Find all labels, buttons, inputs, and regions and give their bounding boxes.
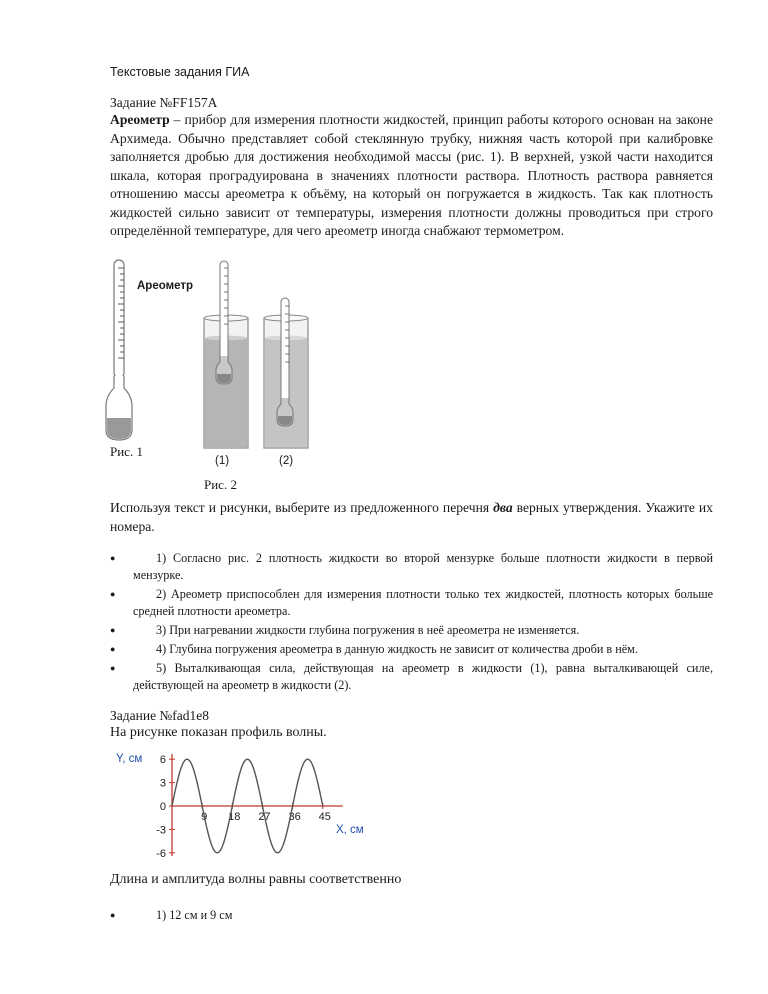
bullet-icon: ● (110, 663, 116, 673)
hydrometer-stem (114, 260, 124, 378)
x-tick-label: 18 (228, 811, 241, 823)
task1-number: Задание №FF157A (110, 95, 218, 110)
wave-chart (110, 748, 370, 863)
option-item[interactable] (110, 622, 713, 639)
task2-intro: На рисунке показан профиль волны. (110, 725, 327, 740)
option-text: 1) 12 см и 9 см (156, 908, 233, 922)
option-text: 4) Глубина погружения ареометра в данную жидкость не зависит от количества дроби в нём. (156, 642, 638, 656)
option-item[interactable] (110, 660, 713, 694)
figure-2-cylinders (198, 258, 320, 450)
figure-2-sub-2: (2) (279, 455, 294, 467)
bullet-icon: ● (110, 553, 116, 563)
instruction-text-2: верных утверждения. Укажите их номера. (110, 500, 713, 534)
option-text: 3) При нагревании жидкости глубина погружения в неё ареометра не изменяется. (156, 623, 580, 637)
option-text: 5) Выталкивающая сила, действующая на ареометр в жидкости (1), равна выталкивающей силе, действующей на ареометр в жидкости (2). (133, 661, 713, 692)
task2-options (110, 907, 713, 926)
y-tick-label: -3 (156, 824, 166, 837)
bullet-icon: ● (110, 910, 116, 920)
instruction-text: Используя текст и рисунки, выберите из предложенного перечня (110, 500, 494, 515)
x-tick-label: 9 (201, 811, 208, 823)
figure-1-caption: Рис. 1 (110, 444, 143, 459)
figure-2-sub-1: (1) (215, 455, 230, 467)
x-tick-label: 36 (288, 811, 301, 823)
y-tick-label: -6 (156, 847, 166, 860)
task1-body: – прибор для измерения плотности жидкостей, принцип работы которого основан на законе Архимеда. Обычно представляет собой стеклянную трубку, нижняя часть которой при калибровке заполняется дробью для достижения необходимой массы (рис. 1). В верхней, узкой части находится шкала, которая проградуирована в значениях плотности раствора. Плотность раствора равняется отношению массы ареометра к объёму, на который он погружается в жидкость. Так как плотность жидкостей сильно зависит от температуры, измерения плотности должны проводиться при строго определённой температуре, для чего ареометр иногда снабжают термометром. (110, 112, 713, 238)
y-axis-label: Y, см (116, 753, 143, 765)
y-tick-label: 6 (159, 754, 166, 767)
bullet-icon: ● (110, 625, 116, 635)
task2-number: Задание №fad1e8 (110, 708, 210, 723)
option-item[interactable] (110, 641, 713, 658)
task2-question: Длина и амплитуда волны равны соответственно (110, 872, 402, 887)
y-tick-label: 3 (159, 777, 166, 790)
task1-options (110, 550, 713, 696)
figure-2-label: Ареометр (137, 280, 194, 292)
bullet-icon: ● (110, 589, 116, 599)
x-axis-label: X, см (336, 824, 364, 836)
option-item[interactable] (110, 586, 713, 620)
y-tick-label: 0 (159, 801, 166, 813)
task1-instruction (110, 499, 713, 536)
x-tick-label: 45 (318, 811, 331, 823)
option-text: 2) Ареометр приспособлен для измерения плотности только тех жидкостей, плотность которых больше средней плотности ареометра. (133, 587, 713, 618)
term-areometer: Ареометр (110, 112, 170, 127)
hydrometer-shot (107, 418, 131, 439)
task1-text (110, 111, 713, 241)
page-header: Текстовые задания ГИА (110, 65, 250, 79)
bullet-icon: ● (110, 644, 116, 654)
x-tick-label: 27 (258, 811, 271, 823)
option-item[interactable] (110, 907, 713, 924)
instruction-emphasis: два (493, 500, 513, 515)
figure-2-caption: Рис. 2 (204, 477, 237, 492)
option-item[interactable] (110, 550, 713, 584)
option-text: 1) Согласно рис. 2 плотность жидкости во второй мензурке больше плотности жидкости в первой мензурке. (133, 551, 713, 582)
